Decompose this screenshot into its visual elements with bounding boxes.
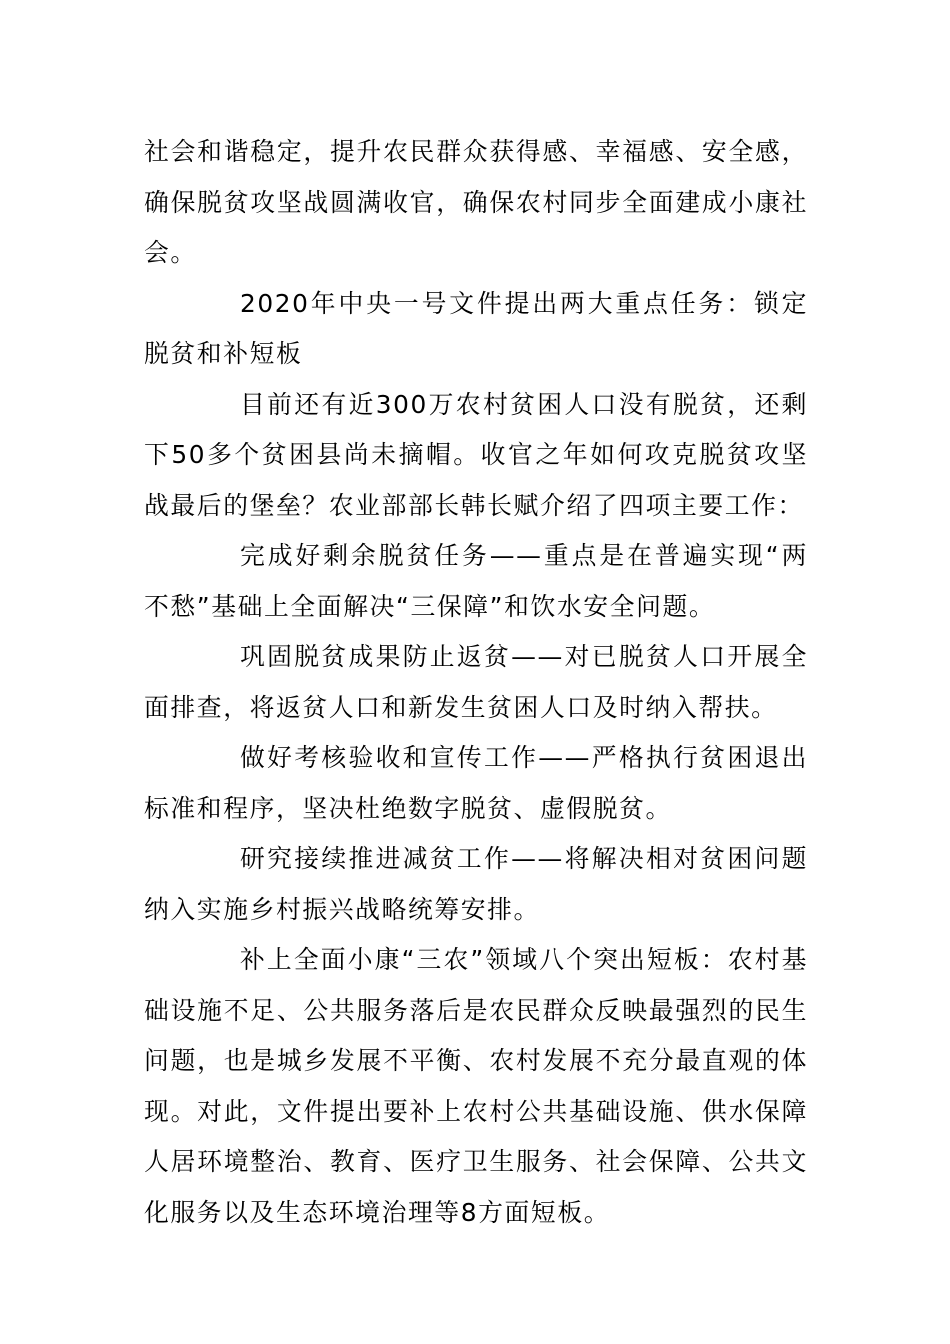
paragraph-task-4: 研究接续推进减贫工作——将解决相对贫困问题纳入实施乡村振兴战略统筹安排。 (144, 844, 808, 924)
paragraph-continuation: 社会和谐稳定，提升农民群众获得感、幸福感、安全感，确保脱贫攻坚战圆满收官，确保农村同步全面建成小康社会。 (144, 137, 808, 267)
paragraph-shortboard: 补上全面小康“三农”领域八个突出短板：农村基础设施不足、公共服务落后是农民群众反映最强烈的民生问题，也是城乡发展不平衡、农村发展不充分最直观的体现。对此，文件提出要补上农村公共基础设施、供水保障人居环境整治、教育、医疗卫生服务、社会保障、公共文化服务以及生态环境治理等8方面短板。 (144, 945, 808, 1227)
paragraph-intro: 目前还有近300万农村贫困人口没有脱贫，还剩下50多个贫困县尚未摘帽。收官之年如何攻克脱贫攻坚战最后的堡垒？农业部部长韩长赋介绍了四项主要工作： (144, 389, 808, 520)
paragraph-task-2: 巩固脱贫成果防止返贫——对已脱贫人口开展全面排查，将返贫人口和新发生贫困人口及时纳入帮扶。 (144, 642, 808, 722)
paragraph-heading: 2020年中央一号文件提出两大重点任务：锁定脱贫和补短板 (144, 288, 808, 368)
paragraph-task-3: 做好考核验收和宣传工作——严格执行贫困退出标准和程序，坚决杜绝数字脱贫、虚假脱贫。 (144, 743, 808, 823)
paragraph-task-1: 完成好剩余脱贫任务——重点是在普遍实现“两不愁”基础上全面解决“三保障”和饮水安全问题。 (144, 541, 808, 621)
body-text (144, 127, 808, 1238)
